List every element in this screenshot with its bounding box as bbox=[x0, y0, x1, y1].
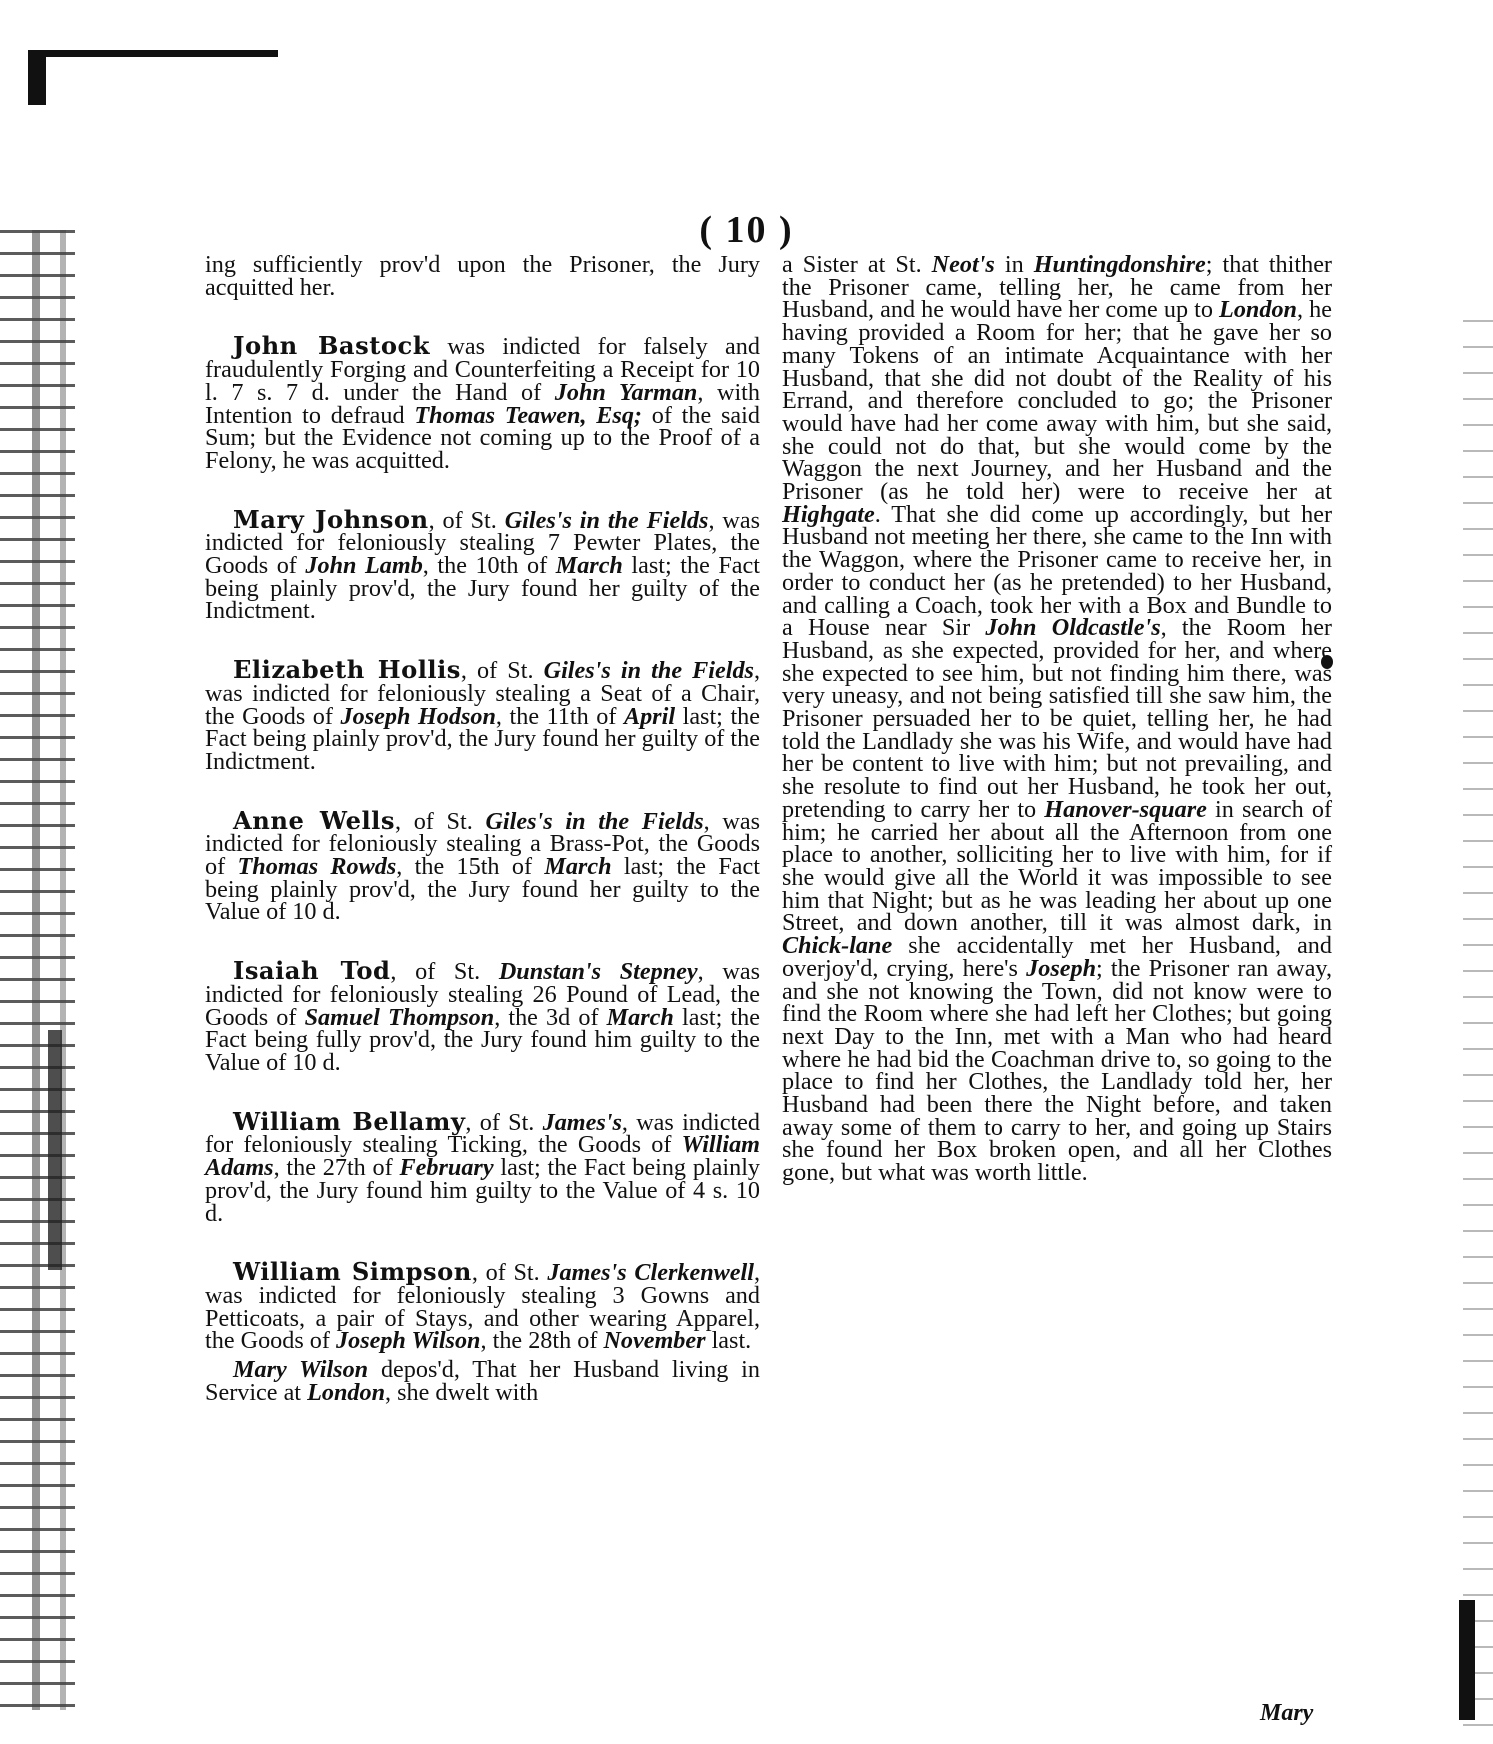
text-run: a Sister at St. bbox=[782, 251, 932, 278]
italic-run: London bbox=[1219, 296, 1298, 324]
text-run: , of St. bbox=[428, 506, 505, 534]
paragraph-johnson bbox=[205, 504, 760, 625]
text-run: last; the Fact being plainly prov'd, the Jury found her guilty of the Indictment. bbox=[205, 702, 761, 775]
text-run: , was indicted for feloniously stealing 3 Gowns and Petticoats, a pair of Stays, and other wearing Apparel, the Goods of bbox=[205, 1259, 760, 1355]
left-column bbox=[205, 251, 761, 1440]
scan-artifact-top-bar bbox=[28, 50, 278, 57]
text-run: . That she did come up accordingly, but her Husband not meeting her there, she came to the Inn with the Waggon, where the Prisoner came to receive her, in order to conduct her (as he pretended) to her Husband, and calling a Coach, took her with a Box and Bundle to a House near Sir bbox=[782, 500, 1332, 642]
paragraph-continuation: ing sufficiently prov'd upon the Prisoner, the Jury acquitted her. bbox=[205, 251, 760, 301]
italic-run: Thomas Teawen, Esq; bbox=[414, 401, 642, 429]
text-run: in bbox=[994, 251, 1034, 278]
defendant-name: Isaiah Tod bbox=[233, 956, 391, 986]
italic-run: February bbox=[399, 1154, 494, 1182]
italic-run: April bbox=[623, 702, 676, 730]
text-run: , of St. bbox=[394, 807, 486, 835]
scan-artifact-left-edge bbox=[0, 230, 75, 1710]
italic-run: March bbox=[544, 853, 612, 881]
italic-run: John Lamb bbox=[305, 552, 423, 580]
text-run: last; the Fact being plainly prov'd, the Jury found her guilty of the Indictment. bbox=[205, 552, 760, 625]
italic-run: Hanover-square bbox=[1044, 795, 1207, 823]
text-run: ; the Prisoner ran away, and she not knowing the Town, did not know were to find the Room where she had left her Clothes; but going next Day to the Inn, met with a Man who had heard where he had bid the Coachman drive to, so going to the place to find her Clothes, the Landlady told her, her Husband had been there the Night before, and taken away some of them to carry to her, and going up Stairs she found her Box broken open, and all her Clothes gone, but what was worth little. bbox=[782, 954, 1332, 1187]
text-run: depos'd, That her Husband living in Service at bbox=[205, 1356, 760, 1406]
italic-run: Huntingdonshire bbox=[1033, 251, 1206, 278]
paragraph-testimony-start bbox=[205, 1356, 760, 1406]
text-run: , of St. bbox=[390, 958, 499, 986]
defendant-name: Elizabeth Hollis bbox=[233, 655, 461, 685]
paragraph-simpson bbox=[205, 1257, 760, 1355]
text-run: was indicted for falsely and fraudulently Forging and Counterfeiting a Receipt for 10 l. 7 s. 7 d. under the Hand of bbox=[205, 333, 760, 406]
paragraph-hollis bbox=[205, 655, 761, 775]
text-run: , was indicted for feloniously stealing 7 Pewter Plates, the Goods of bbox=[205, 506, 760, 580]
defendant-name: Anne Wells bbox=[233, 805, 395, 835]
text-run: , was indicted for feloniously stealing a Seat of a Chair, the Goods of bbox=[205, 657, 761, 730]
italic-run: Joseph Hodson bbox=[340, 702, 496, 730]
text-run: , of St. bbox=[465, 1108, 543, 1136]
text-run: of the said Sum; but the Evidence not coming up to the Proof of a Felony, he was acquitted. bbox=[205, 401, 760, 474]
italic-run: Giles's in the Fields bbox=[485, 807, 704, 835]
defendant-name: William Simpson bbox=[233, 1257, 472, 1287]
text-run: ; that thither the Prisoner came, telling her, he came from her Husband, and he would have her come up to bbox=[782, 251, 1332, 324]
paragraph-wells bbox=[205, 805, 760, 926]
italic-run: Joseph bbox=[1026, 954, 1097, 982]
paragraph-bastock bbox=[205, 331, 760, 474]
paragraph-bellamy bbox=[205, 1106, 761, 1227]
text-run: , with Intention to defraud bbox=[205, 378, 760, 429]
paragraph-testimony-continued bbox=[782, 251, 1332, 1187]
text-run: , the Room her Husband, as she expected, provided for her, and where she expected to see him, but not finding him there, was very uneasy, and not being satisfied till she saw him, the Prisoner persuaded her to be quiet, telling her, he had told the Landlady she was his Wife, and would have had her be content to live with him; but not prevailing, and she resolute to find out her Husband, he took her out, pretending to carry her to bbox=[782, 614, 1332, 823]
italic-run: William Adams bbox=[205, 1131, 760, 1182]
defendant-name: John Bastock bbox=[233, 331, 431, 361]
defendant-name: Mary Johnson bbox=[233, 504, 429, 534]
text-run: last; the Fact being fully prov'd, the Jury found him guilty to the Value of 10 d. bbox=[205, 1003, 761, 1076]
text-run: last. bbox=[705, 1327, 752, 1355]
text-run: in search of him; he carried her about all the Afternoon from one place to another, solliciting her to live with him, for if she would give all the World it was impossible to see him that Night; but as he was leading her about up one Street, and down another, till it was almost dark, in bbox=[782, 795, 1332, 937]
text-run: last; the Fact being plainly prov'd, the Jury found him guilty to the Value of 4 s. 10 d. bbox=[205, 1154, 761, 1227]
scan-artifact-right-edge bbox=[1463, 320, 1493, 1740]
text-run: , the 15th of bbox=[396, 853, 545, 881]
paragraph-tod bbox=[205, 956, 761, 1076]
text-run: last; the Fact being plainly prov'd, the Jury found her guilty to the Value of 10 d. bbox=[205, 853, 760, 926]
page-number: ( 10 ) bbox=[699, 209, 794, 251]
text-run: , the 11th of bbox=[495, 702, 624, 730]
text-run: , he having provided a Room for her; that he gave her so many Tokens of an intimate Acquaintance with her Husband, that she did not doubt of the Reality of his Errand, and therefore concluded to go; the Prisoner would have had her come away with him, but she said, she could not do that, but she would come by the Waggon the next Journey, and her Husband and the Prisoner (as he told her) were to receive her at bbox=[782, 296, 1332, 506]
italic-run: Thomas Rowds bbox=[237, 853, 397, 881]
text-run: , the 10th of bbox=[422, 552, 556, 580]
italic-run: James's Clerkenwell bbox=[547, 1259, 754, 1287]
italic-run: March bbox=[555, 552, 623, 580]
text-run: , the 28th of bbox=[480, 1327, 604, 1355]
italic-run: Giles's in the Fields bbox=[543, 657, 754, 685]
defendant-name: William Bellamy bbox=[233, 1106, 466, 1136]
italic-run: Samuel Thompson bbox=[304, 1003, 495, 1031]
text-run: , was indicted for feloniously stealing Ticking, the Goods of bbox=[205, 1108, 760, 1159]
right-column bbox=[782, 251, 1332, 1187]
italic-run: November bbox=[603, 1327, 706, 1355]
catchword: Mary bbox=[1260, 1700, 1314, 1726]
italic-run: John Oldcastle's bbox=[985, 614, 1161, 642]
italic-run: Highgate bbox=[782, 500, 875, 528]
text-run: , was indicted for feloniously stealing 26 Pound of Lead, the Goods of bbox=[205, 958, 760, 1031]
italic-run: Giles's in the Fields bbox=[504, 506, 709, 534]
italic-run: John Yarman bbox=[554, 378, 698, 406]
text-run: she accidentally met her Husband, and overjoy'd, crying, here's bbox=[782, 932, 1332, 982]
text-run: , was indicted for feloniously stealing a Brass-Pot, the Goods of bbox=[205, 807, 760, 881]
text-run: , of St. bbox=[471, 1259, 548, 1287]
text-run: , the 27th of bbox=[273, 1154, 400, 1182]
scan-artifact-corner bbox=[28, 50, 46, 105]
scan-artifact-right-bar bbox=[1459, 1600, 1475, 1720]
scan-artifact-left-bar bbox=[48, 1030, 62, 1270]
text-run: , the 3d of bbox=[494, 1003, 607, 1031]
italic-run: Joseph Wilson bbox=[336, 1327, 481, 1355]
italic-run: March bbox=[606, 1003, 674, 1031]
italic-run: Dunstan's Stepney bbox=[498, 958, 698, 986]
italic-run: James's bbox=[542, 1108, 622, 1136]
italic-run: London bbox=[307, 1378, 386, 1406]
italic-run: Mary Wilson bbox=[233, 1356, 369, 1384]
italic-run: Chick-lane bbox=[782, 932, 893, 960]
italic-run: Neot's bbox=[931, 251, 995, 278]
text-run: , of St. bbox=[460, 657, 544, 685]
text-run: , she dwelt with bbox=[385, 1378, 539, 1406]
